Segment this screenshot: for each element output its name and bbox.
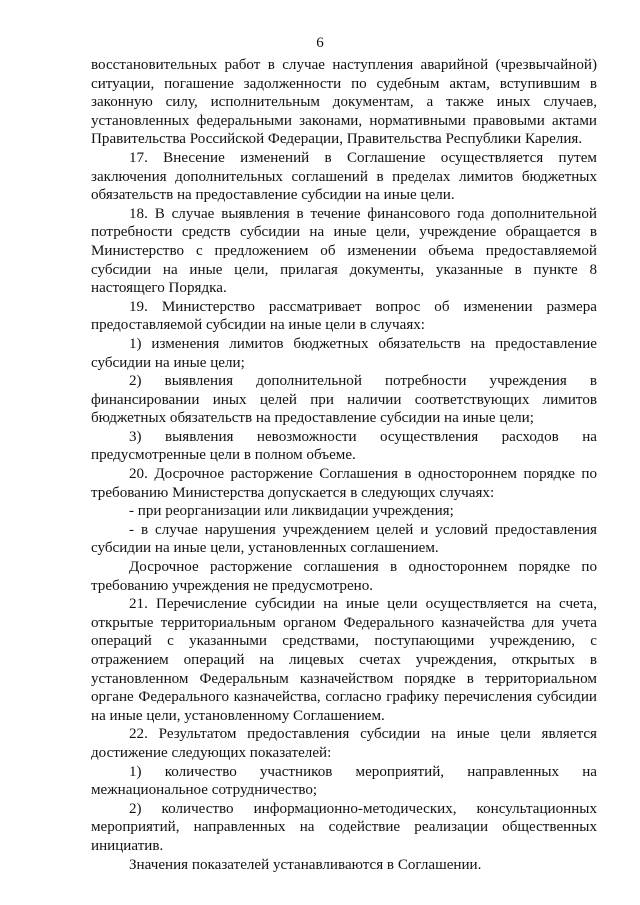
paragraph-22: 22. Результатом предоставления субсидии на иные цели является достижение следующих показателей:	[91, 726, 597, 761]
paragraph-22-note: Значения показателей устанавливаются в Соглашении.	[129, 856, 482, 873]
paragraph-21: 21. Перечисление субсидии на иные цели осуществляется на счета, открытые территориальным органом Федерального казначейства для учета операций с указанными средствами, поступающими учреждению, с отражением операций на лицевых счетах учреждения, открытых в установленном Федеральным казначейством порядке в территориальном органе Федерального казначейства, согласно графику перечисления субсидии на иные цели, установленному Соглашением.	[91, 596, 597, 724]
paragraph-20-item-2: - в случае нарушения учреждением целей и условий предоставления субсидии на иные цели, установленных соглашением.	[91, 521, 597, 557]
paragraph-continuation: восстановительных работ в случае наступления аварийной (чрезвычайной) ситуации, погашение задолженности по судебным актам, вступившим в законную силу, исполнительным документам, а также иных случаев, установленных федеральными законами, нормативными правовыми актами Правительства Российской Федерации, Правительства Республики Карелия.	[91, 57, 597, 148]
paragraph-20-item-1: - при реорганизации или ликвидации учреждения;	[129, 503, 454, 520]
document-body	[91, 56, 597, 874]
paragraph-19-item-2: 2) выявления дополнительной потребности учреждения в финансировании иных целей при наличии соответствующих лимитов бюджетных обязательств на предоставление субсидии на иные цели;	[91, 373, 597, 427]
paragraph-20-note: Досрочное расторжение соглашения в одностороннем порядке по требованию учреждения не предусмотрено.	[91, 559, 597, 594]
paragraph-22-item-2: 2) количество информационно-методических, консультационных мероприятий, направленных на содействие реализации общественных инициатив.	[91, 800, 597, 854]
paragraph-19: 19. Министерство рассматривает вопрос об изменении размера предоставляемой субсидии на иные цели в случаях:	[91, 298, 597, 334]
page-number: 6	[316, 35, 324, 51]
paragraph-19-item-3: 3) выявления невозможности осуществления расходов на предусмотренные цели в полном объеме.	[91, 428, 597, 464]
paragraph-17: 17. Внесение изменений в Соглашение осуществляется путем заключения дополнительных соглашений в пределах лимитов бюджетных обязательств на предоставление субсидии на иные цели.	[91, 149, 597, 204]
paragraph-20: 20. Досрочное расторжение Соглашения в одностороннем порядке по требованию Министерства допускается в следующих случаях:	[91, 466, 597, 501]
paragraph-19-item-1: 1) изменения лимитов бюджетных обязательств на предоставление субсидии на иные цели;	[91, 335, 597, 371]
paragraph-18: 18. В случае выявления в течение финансового года дополнительной потребности средств субсидии на иные цели, учреждение обращается в Министерство с предложением об изменении объема предоставляемой субсидии на иные цели, прилагая документы, указанные в пункте 8 настоящего Порядка.	[91, 205, 597, 297]
paragraph-22-item-1: 1) количество участников мероприятий, направленных на межнациональное сотрудничество;	[91, 763, 597, 799]
